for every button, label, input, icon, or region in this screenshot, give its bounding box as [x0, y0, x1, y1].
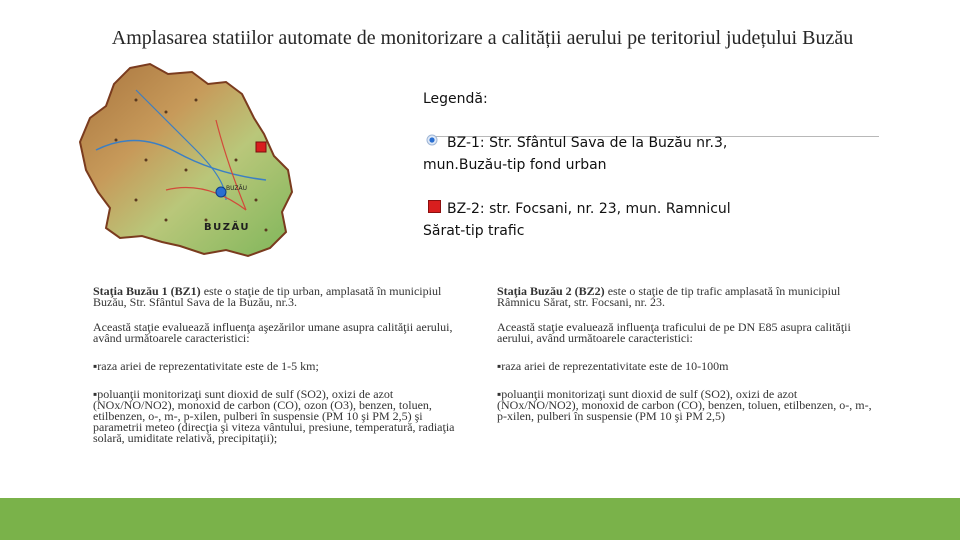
bz2-intro: [497, 286, 877, 308]
bz1-intro: [93, 286, 473, 308]
bz1-radius: ▪raza ariei de reprezentativitate este de 1-5 km;: [93, 359, 319, 373]
station-bz2-description: [497, 286, 877, 439]
bz1-pollutants: ▪poluanţii monitorizaţi sunt dioxid de sulf (SO2), oxizi de azot (NOx/NO/NO2), monoxid de carbon (CO), ozon (O3), benzen, toluen, etilbenzen, o-, m-, p-xilen, pulberi în suspensie (PM 10 şi PM 2,5) şi parametrii meteo (direcţia şi viteza vântului, presiune, temperatură, radiaţia solară, umiditate relativă, precipitaţii);: [93, 387, 455, 445]
bz1-station-name: Staţia Buzău 1 (BZ1): [93, 284, 201, 298]
county-outline: [80, 64, 292, 256]
legend-item-bz1: BZ-1: Str. Sfântul Sava de la Buzău nr.3, mun.Buzău-tip fond urban: [423, 135, 728, 173]
bz2-pollutants: ▪poluanţii monitorizaţi sunt dioxid de sulf (SO2), oxizi de azot (NOx/NO/NO2), monoxid de carbon (CO), benzen, toluen, etilbenzen, o-, m-, p-xilen, pulberi în suspensie (PM 10 şi PM 2,5): [497, 387, 872, 423]
bz2-station-name: Staţia Buzău 2 (BZ2): [497, 284, 605, 298]
page-title: Amplasarea statiilor automate de monitorizare a calității aerului pe teritoriul județului Buzău: [111, 27, 854, 49]
bz1-pollutants-text: poluanţii monitorizaţi sunt dioxid de sulf (SO2), oxizi de azot (NOx/NO/NO2), monoxid de carbon (CO), ozon (O3), benzen, toluen, etilbenzen, o-, m-, p-xilen, pulberi în suspensie (PM 10 şi PM 2,5) şi parametrii meteo (direcţia şi viteza vântului, presiune, temperatură, radiaţia solară, umiditate relativă, precipitaţii);: [93, 387, 455, 445]
legend-item-bz2: BZ-2: str. Focsani, nr. 23, mun. Ramnicul Sărat-tip trafic: [423, 201, 731, 239]
bz2-influence: Această staţie evaluează influenţa traficului de pe DN E85 asupra calităţii aerului, având următoarele caracteristici:: [497, 320, 851, 345]
station-bz2-marker: [256, 142, 266, 152]
map-county-label: BUZĂU: [204, 222, 251, 233]
bz2-radius-text: raza ariei de reprezentativitate este de 10-100m: [501, 359, 729, 373]
station-bz1-marker: [216, 187, 226, 197]
bz2-pollutants-text: poluanţii monitorizaţi sunt dioxid de sulf (SO2), oxizi de azot (NOx/NO/NO2), monoxid de carbon (CO), benzen, toluen, etilbenzen, o-, m-, p-xilen, pulberi în suspensie (PM 10 şi PM 2,5): [497, 387, 872, 423]
map-city-label: BUZĂU: [226, 185, 248, 192]
bz1-radius-text: raza ariei de reprezentativitate este de 1-5 km;: [97, 359, 319, 373]
station-bz1-description: [93, 286, 473, 461]
bz2-radius: ▪raza ariei de reprezentativitate este de 10-100m: [497, 359, 729, 373]
bz2-station-desc: este o staţie de tip trafic amplasată în municipiul Râmnicu Sărat, str. Focsani, nr. 23.: [497, 284, 841, 309]
legend-title: Legendă:: [423, 91, 488, 107]
county-map: [76, 60, 300, 260]
bz1-station-desc: este o staţie de tip urban, amplasată în municipiul Buzău, Str. Sfântul Sava de la Buzău, nr.3.: [93, 284, 442, 309]
bz1-influence: Această staţie evaluează influenţa aşezărilor umane asupra calităţii aerului, având următoarele caracteristici:: [93, 320, 453, 345]
footer-bar: [0, 498, 960, 540]
